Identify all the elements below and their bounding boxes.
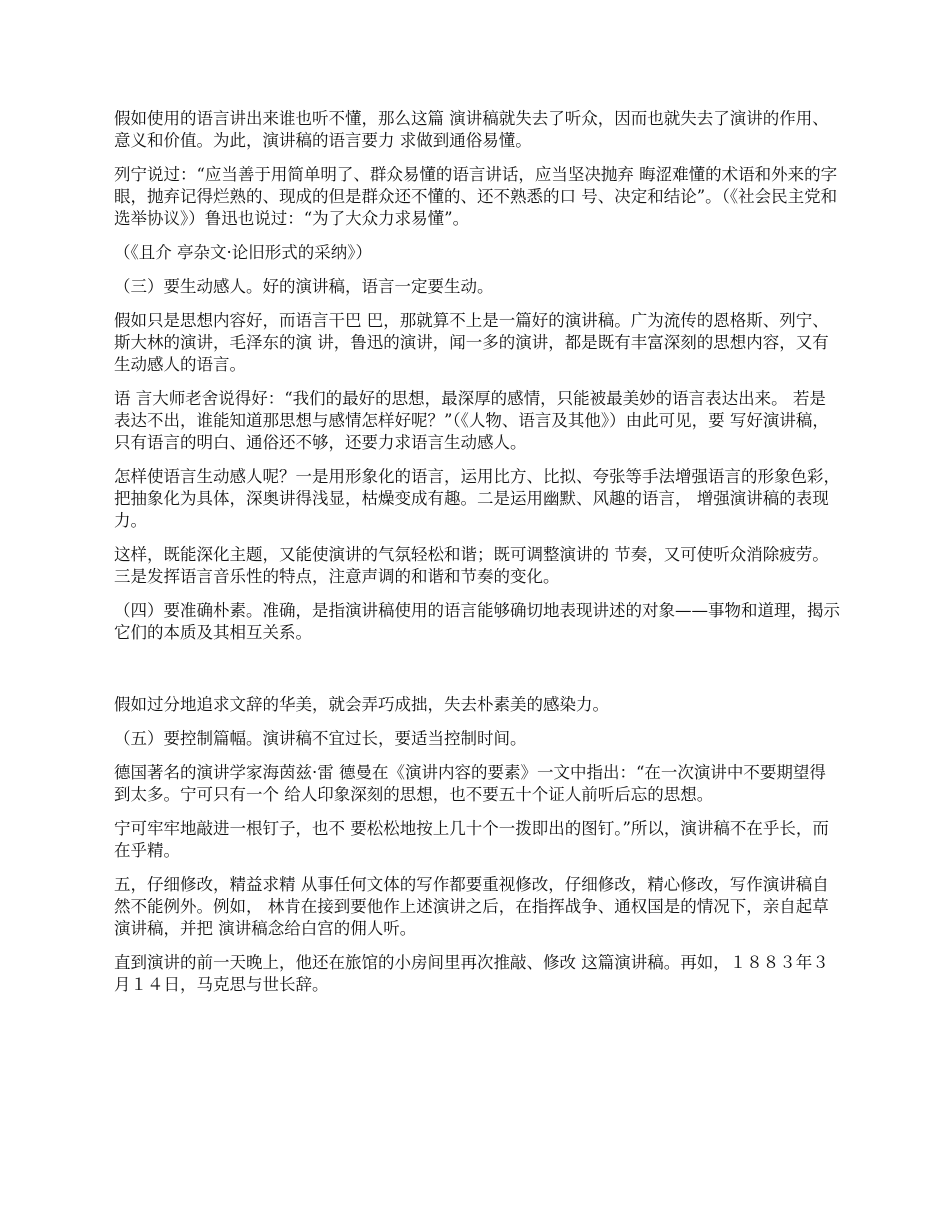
paragraph-8: 这样，既能深化主题，又能使演讲的气氛轻松和谐；既可调整演讲的 节奏，又可使听众消除疲劳。三是发挥语言音乐性的特点，注意声调的和谐和节奏的变化。 — [114, 545, 829, 586]
paragraph-7: 怎样使语言生动感人呢？一是用形象化的语言，运用比方、比拟、夸张等手法增强语言的形象色彩，把抽象化为具体，深奥讲得浅显，枯燥变成有趣。二是运用幽默、风趣的语言， 增强演讲稿的表现力。 — [114, 467, 840, 530]
paragraph-3: （《且介 亭杂文·论旧形式的采纳》） — [114, 243, 372, 262]
paragraph-4: （三）要生动感人。好的演讲稿，语言一定要生动。 — [114, 277, 494, 296]
paragraph-12: 德国著名的演讲学家海茵兹·雷 德曼在《演讲内容的要素》一文中指出：“在一次演讲中不要期望得到太多。宁可只有一个 给人印象深刻的思想，也不要五十个证人前听后忘的思想。 — [114, 763, 826, 804]
paragraph-5: 假如只是思想内容好，而语言干巴 巴，那就算不上是一篇好的演讲稿。广为流传的恩格斯、列宁、斯大林的演讲，毛泽东的演 讲，鲁迅的演讲，闻一多的演讲，都是既有丰富深刻的思想内容，又有生动感人的语言。 — [114, 311, 829, 374]
paragraph-1: 假如使用的语言讲出来谁也听不懂，那么这篇 演讲稿就失去了听众，因而也就失去了演讲的作用、意义和价值。为此，演讲稿的语言要力 求做到通俗易懂。 — [114, 109, 829, 150]
paragraph-2: 列宁说过：“应当善于用简单明了、群众易懂的语言讲话，应当坚决抛弃 晦涩难懂的术语和外来的字眼，抛弃记得烂熟的、现成的但是群众还不懂的、还不熟悉的口 号、决定和结论”。（《社会民主党和选举协议》）鲁迅也说过：“为了大众力求易懂”。 — [114, 165, 838, 228]
paragraph-9: （四）要准确朴素。准确，是指演讲稿使用的语言能够确切地表现讲述的对象——事物和道理，揭示它们的本质及其相互关系。 — [114, 601, 840, 642]
paragraph-10: 假如过分地追求文辞的华美，就会弄巧成拙，失去朴素美的感染力。 — [114, 695, 609, 714]
paragraph-14: 五，仔细修改，精益求精 从事任何文体的写作都要重视修改，仔细修改，精心修改，写作演讲稿自然不能例外。例如， 林肯在接到要他作上述演讲之后，在指挥战争、通权国是的情况下，亲自起草演讲稿，并把 演讲稿念给白宫的佣人听。 — [114, 875, 829, 938]
paragraph-11: （五）要控制篇幅。演讲稿不宜过长，要适当控制时间。 — [114, 729, 527, 748]
paragraph-13: 宁可牢牢地敲进一根钉子，也不 要松松地按上几十个一拨即出的图钉。”所以，演讲稿不在乎长，而在乎精。 — [114, 819, 829, 860]
paragraph-6: 语 言大师老舍说得好：“我们的最好的思想，最深厚的感情，只能被最美妙的语言表达出来。 若是表达不出，谁能知道那思想与感情怎样好呢？”（《人物、语言及其他》）由此可见，要 写好演讲稿，只有语言的明白、通俗还不够，还要力求语言生动感人。 — [114, 389, 829, 452]
document-page — [114, 108, 842, 1008]
section-gap — [114, 656, 842, 694]
paragraph-15: 直到演讲的前一天晚上，他还在旅馆的小房间里再次推敲、修改 这篇演讲稿。再如，１８８３年３月１４日，马克思与世长辞。 — [114, 953, 829, 994]
